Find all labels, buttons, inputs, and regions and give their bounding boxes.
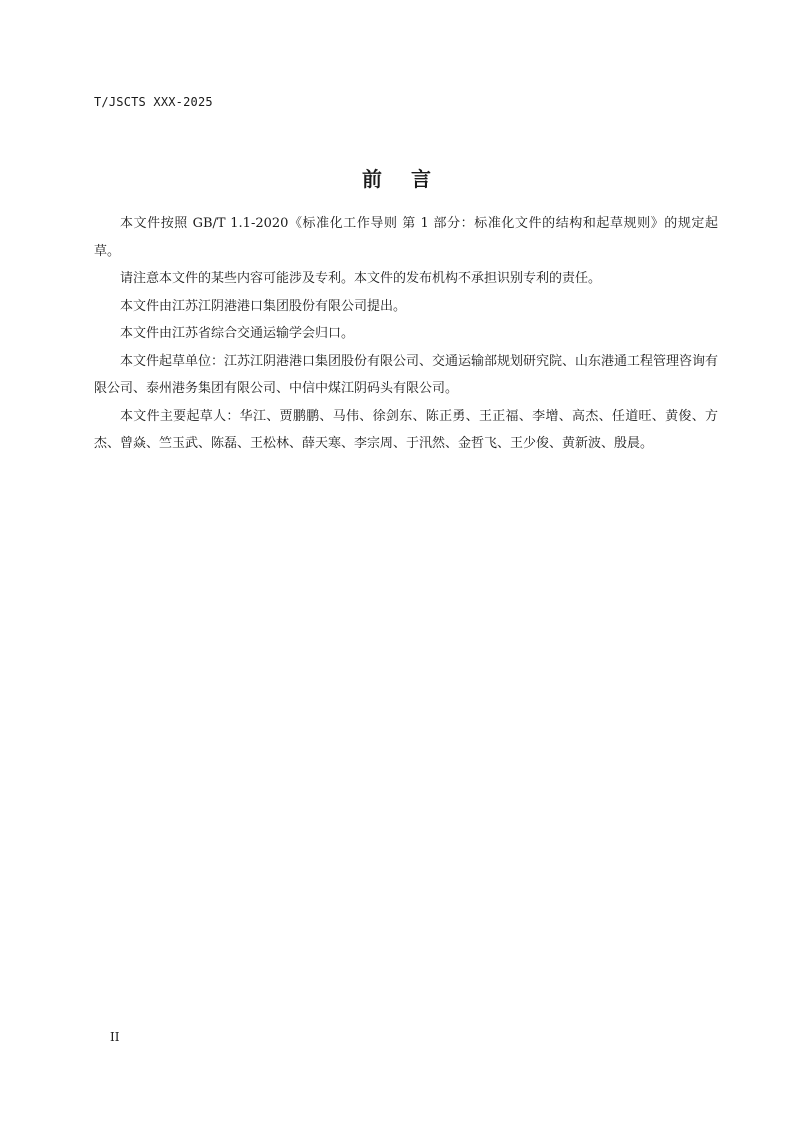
paragraph-drafting-rules: 本文件按照 GB/T 1.1-2020《标准化工作导则 第 1 部分：标准化文件的结构和起草规则》的规定起草。	[94, 216, 718, 259]
paragraph-proposer: 本文件由江苏江阴港港口集团股份有限公司提出。	[120, 298, 407, 314]
paragraph-patent-notice: 请注意本文件的某些内容可能涉及专利。本文件的发布机构不承担识别专利的责任。	[120, 271, 602, 286]
paragraph-drafting-units: 本文件起草单位：江苏江阴港港口集团股份有限公司、交通运输部规划研究院、山东港通工程管理咨询有限公司、泰州港务集团有限公司、中信中煤江阴码头有限公司。	[94, 353, 719, 396]
paragraph-drafters: 本文件主要起草人：华江、贾鹏鹏、马伟、徐剑东、陈正勇、王正福、李增、高杰、任道旺、黄俊、方杰、曾焱、竺玉武、陈磊、王松林、薛天寒、李宗周、于汛然、金哲飞、王少俊、黄新波、殷晨。	[94, 408, 718, 451]
document-code: T/JSCTS XXX-2025	[94, 95, 213, 109]
foreword-body	[94, 210, 718, 458]
paragraph-administrator: 本文件由江苏省综合交通运输学会归口。	[120, 326, 355, 341]
page-title: 前 言	[362, 167, 431, 191]
page-number: II	[110, 1030, 120, 1044]
